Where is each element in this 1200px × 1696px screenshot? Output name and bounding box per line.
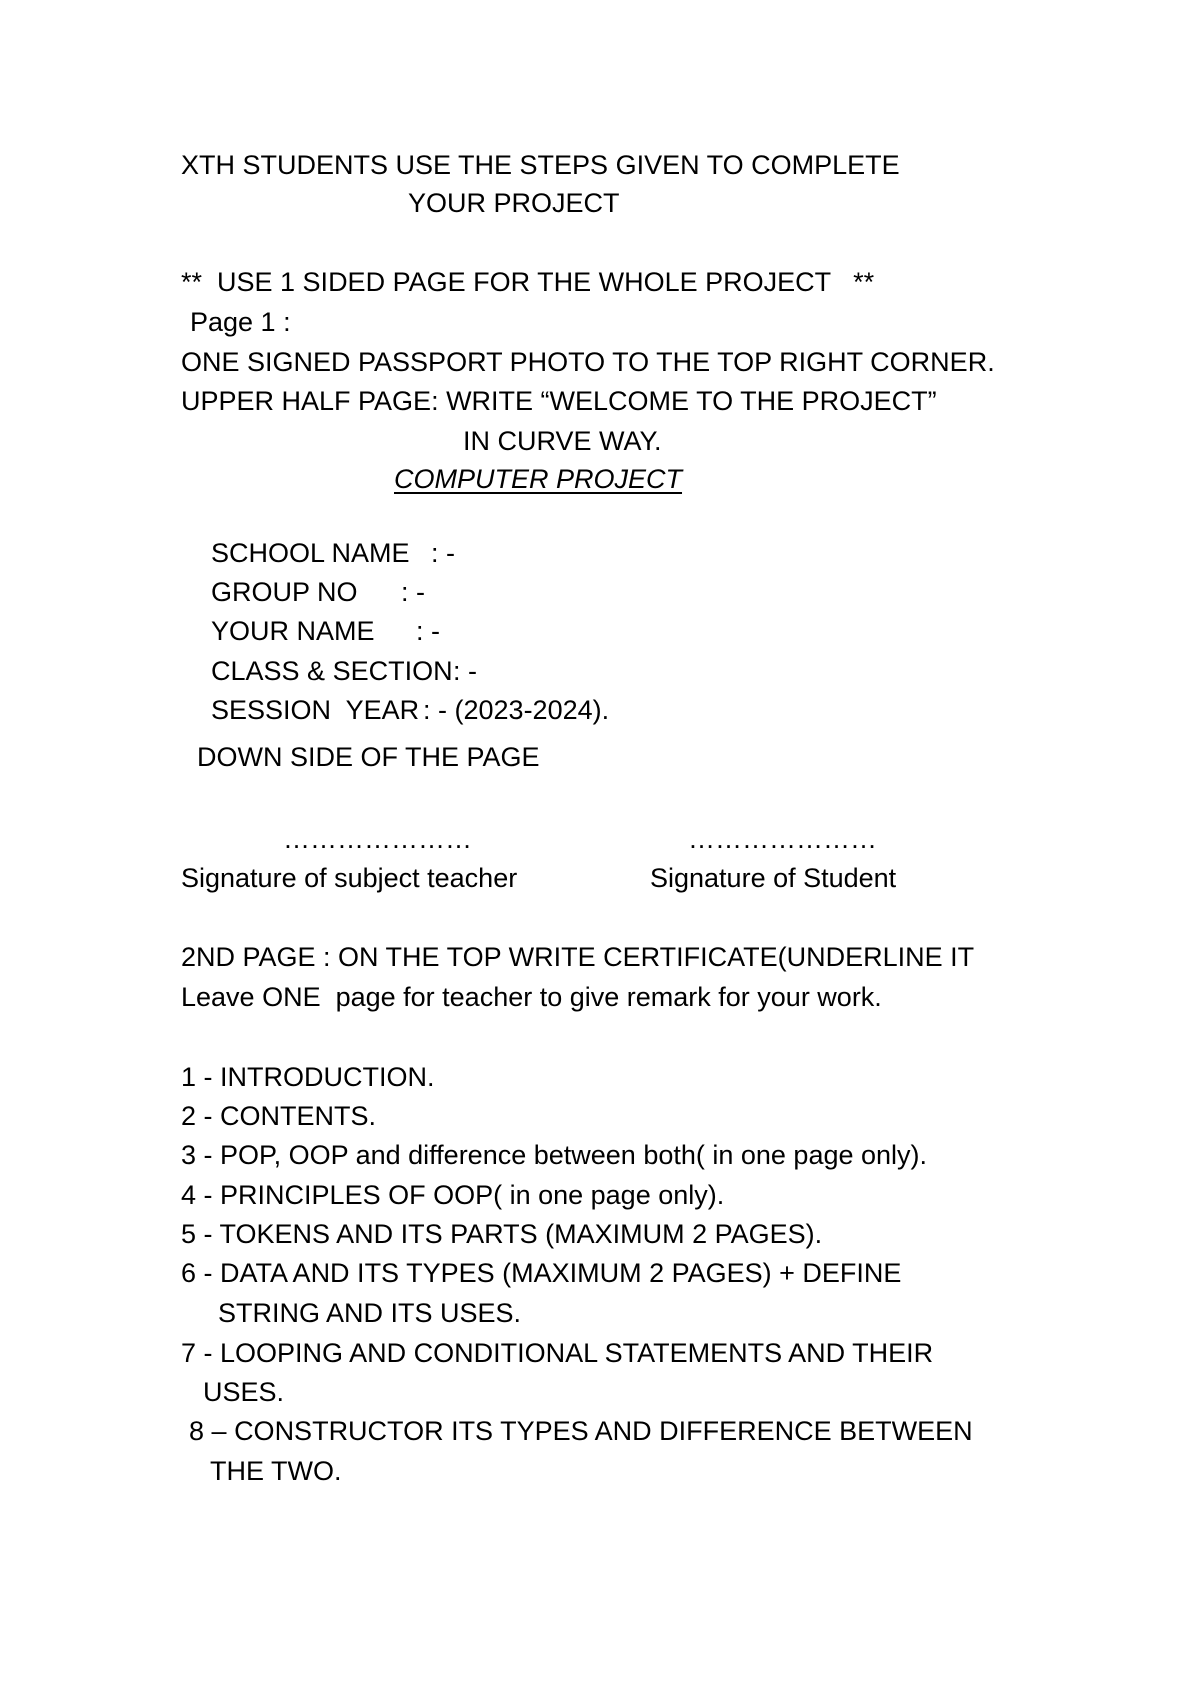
field-label: CLASS & SECTION [211, 656, 453, 686]
field-value: : - [416, 616, 441, 646]
step-item [181, 1060, 435, 1094]
step-text: INTRODUCTION. [220, 1062, 435, 1092]
field-value: : - [401, 577, 426, 607]
curve-way-instruction: IN CURVE WAY. [463, 426, 662, 456]
step-number: 7 - [181, 1338, 213, 1368]
page2-instruction: 2ND PAGE : ON THE TOP WRITE CERTIFICATE(UNDERLINE IT [181, 942, 975, 972]
step-number: 6 - [181, 1258, 213, 1288]
step-item [181, 1217, 822, 1251]
step-item [181, 1099, 376, 1133]
step-item [181, 1336, 933, 1370]
step-item [181, 1178, 724, 1212]
student-signature-line: ………………… [688, 824, 877, 854]
teacher-signature-line: ………………… [283, 824, 472, 854]
step-text: CONSTRUCTOR ITS TYPES AND DIFFERENCE BETWEEN [234, 1416, 973, 1446]
step-continuation: THE TWO. [210, 1456, 342, 1486]
step-continuation: STRING AND ITS USES. [218, 1298, 522, 1328]
field-value: : - (2023-2024). [423, 695, 610, 725]
step-item [189, 1414, 973, 1448]
field-label: GROUP NO [211, 577, 358, 607]
cover-title: COMPUTER PROJECT [394, 464, 683, 494]
field-value: : - [431, 538, 456, 568]
step-text: TOKENS AND ITS PARTS (MAXIMUM 2 PAGES). [219, 1219, 823, 1249]
step-text: PRINCIPLES OF OOP( in one page only). [220, 1180, 725, 1210]
upper-half-instruction: UPPER HALF PAGE: WRITE “WELCOME TO THE PROJECT” [181, 386, 937, 416]
header-line-2: YOUR PROJECT [408, 188, 620, 218]
step-number: 2 - [181, 1101, 213, 1131]
teacher-remark-instruction: Leave ONE page for teacher to give remark for your work. [181, 982, 882, 1012]
step-number: 4 - [181, 1180, 213, 1210]
page1-label: Page 1 : [190, 307, 291, 337]
step-item [181, 1256, 901, 1290]
step-text: CONTENTS. [220, 1101, 377, 1131]
step-item [181, 1138, 927, 1172]
step-number: 8 – [189, 1416, 227, 1446]
teacher-signature-label: Signature of subject teacher [181, 863, 518, 893]
step-text: DATA AND ITS TYPES (MAXIMUM 2 PAGES) + DEFINE [220, 1258, 902, 1288]
step-number: 3 - [181, 1140, 213, 1170]
down-side-heading: DOWN SIDE OF THE PAGE [197, 742, 540, 772]
student-signature-label: Signature of Student [650, 863, 897, 893]
field-label: SCHOOL NAME [211, 538, 410, 568]
step-number: 5 - [181, 1219, 213, 1249]
step-number: 1 - [181, 1062, 213, 1092]
step-text: POP, OOP and difference between both( in one page only). [220, 1140, 928, 1170]
field-label: YOUR NAME [211, 616, 375, 646]
step-text: LOOPING AND CONDITIONAL STATEMENTS AND THEIR [220, 1338, 934, 1368]
header-line-1: XTH STUDENTS USE THE STEPS GIVEN TO COMPLETE [181, 150, 900, 180]
field-label: SESSION YEAR [211, 695, 420, 725]
one-sided-note: ** USE 1 SIDED PAGE FOR THE WHOLE PROJECT ** [181, 267, 875, 297]
field-value: : - [453, 656, 478, 686]
step-continuation: USES. [203, 1377, 285, 1407]
passport-photo-instruction: ONE SIGNED PASSPORT PHOTO TO THE TOP RIGHT CORNER. [181, 347, 995, 377]
